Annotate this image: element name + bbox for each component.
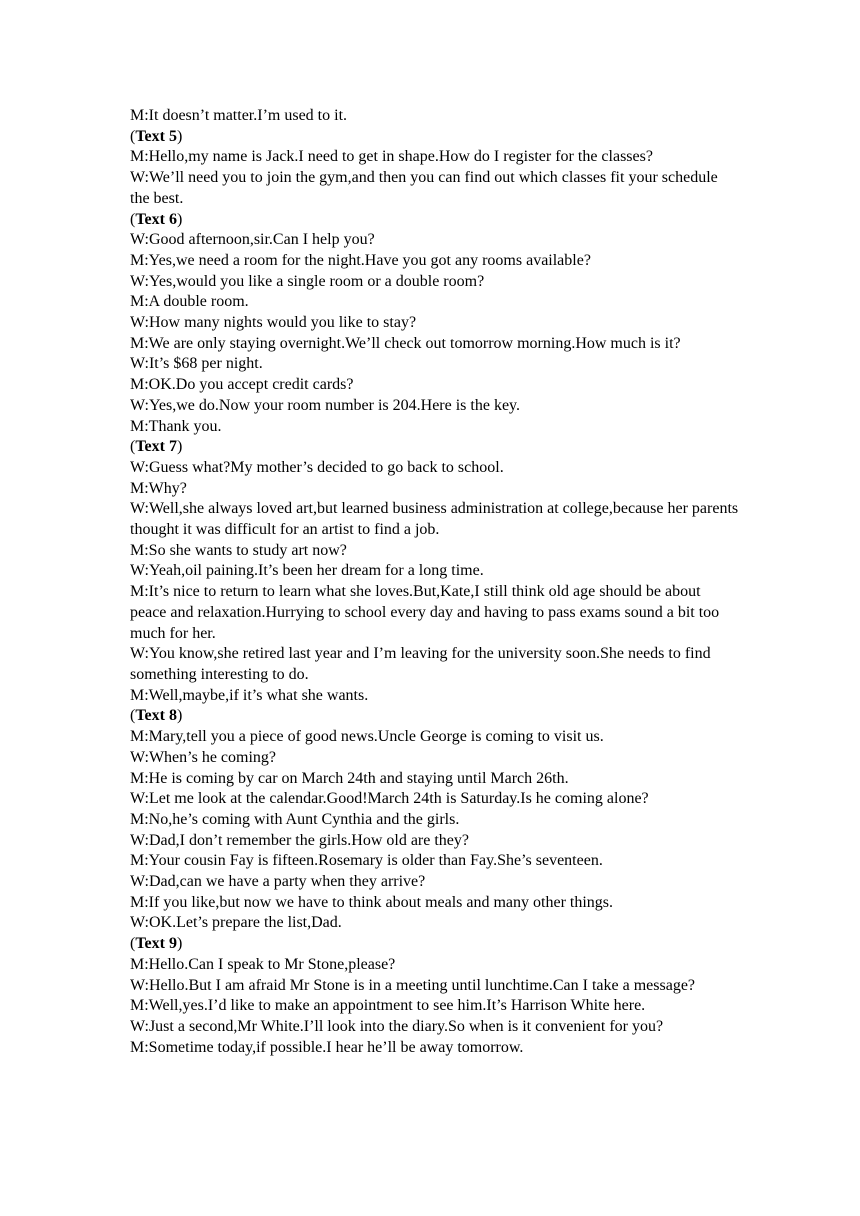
dialogue-line: W:Just a second,Mr White.I’ll look into the diary.So when is it convenient for you? [130, 1017, 664, 1035]
dialogue-line: W:How many nights would you like to stay? [130, 314, 417, 332]
dialogue-line: W:Hello.But I am afraid Mr Stone is in a meeting until lunchtime.Can I take a message? [130, 976, 696, 994]
dialogue-line: M:If you like,but now we have to think about meals and many other things. [130, 893, 614, 911]
dialogue-line: M:Well,maybe,if it’s what she wants. [130, 686, 369, 704]
dialogue-line: M:Yes,we need a room for the night.Have you got any rooms available? [130, 251, 591, 269]
dialogue-line: W:Well,she always loved art,but learned business administration at college,because her parents thought it was difficult for an artist to find a job. [130, 500, 739, 539]
dialogue-line: M:Well,yes.I’d like to make an appointment to see him.It’s Harrison White here. [130, 997, 646, 1015]
dialogue-line: W:You know,she retired last year and I’m leaving for the university soon.She needs to find something interesting to do. [130, 645, 711, 683]
dialogue-line: W:Yeah,oil paining.It’s been her dream for a long time. [130, 562, 484, 580]
dialogue-line: M:Hello.Can I speak to Mr Stone,please? [130, 955, 396, 973]
section-heading-label: Text 5 [135, 127, 177, 145]
dialogue-line: M:Thank you. [130, 417, 222, 435]
dialogue-line: M:Why? [130, 479, 187, 497]
dialogue-line: M:Hello,my name is Jack.I need to get in shape.How do I register for the classes? [130, 148, 653, 166]
dialogue-line: M:Sometime today,if possible.I hear he’ll be away tomorrow. [130, 1038, 524, 1056]
dialogue-line: W:Good afternoon,sir.Can I help you? [130, 231, 375, 249]
dialogue-line: W:We’ll need you to join the gym,and then you can find out which classes fit your schedule the best. [130, 169, 718, 207]
section-heading: (Text 5) [130, 127, 183, 145]
dialogue-line: W:Let me look at the calendar.Good!March 24th is Saturday.Is he coming alone? [130, 790, 649, 808]
section-heading: (Text 9) [130, 935, 183, 953]
dialogue-line: M:It’s nice to return to learn what she loves.But,Kate,I still think old age should be about peace and relaxation.Hurrying to school every day and having to pass exams sound a bit too much for her. [130, 583, 720, 642]
dialogue-line: W:Yes,we do.Now your room number is 204.Here is the key. [130, 396, 521, 414]
dialogue-line: W:Guess what?My mother’s decided to go back to school. [130, 458, 504, 476]
dialogue-line: M:OK.Do you accept credit cards? [130, 376, 354, 394]
dialogue-line: M:He is coming by car on March 24th and staying until March 26th. [130, 769, 569, 787]
dialogue-line: M:It doesn’t matter.I’m used to it. [130, 107, 348, 124]
section-heading-label: Text 7 [135, 438, 177, 456]
dialogue-line: W:OK.Let’s prepare the list,Dad. [130, 914, 342, 932]
section-heading: (Text 8) [130, 707, 183, 725]
dialogue-line: W:Dad,can we have a party when they arrive? [130, 873, 426, 891]
dialogue-line: M:Mary,tell you a piece of good news.Uncle George is coming to visit us. [130, 728, 604, 746]
dialogue-line: M:So she wants to study art now? [130, 541, 347, 559]
section-heading: (Text 6) [130, 210, 183, 228]
dialogue-line: M:We are only staying overnight.We’ll check out tomorrow morning.How much is it? [130, 334, 681, 352]
dialogue-line: W:It’s $68 per night. [130, 355, 263, 373]
section-heading: (Text 7) [130, 438, 183, 456]
dialogue-line: M:No,he’s coming with Aunt Cynthia and the girls. [130, 810, 460, 828]
dialogue-line: W:When’s he coming? [130, 748, 277, 766]
dialogue-line: M:Your cousin Fay is fifteen.Rosemary is older than Fay.She’s seventeen. [130, 852, 603, 870]
dialogue-line: W:Yes,would you like a single room or a double room? [130, 272, 485, 290]
section-heading-label: Text 9 [135, 935, 177, 953]
dialogue-line: M:A double room. [130, 293, 249, 311]
section-heading-label: Text 8 [135, 707, 177, 725]
section-heading-label: Text 6 [135, 210, 177, 228]
dialogue-line: W:Dad,I don’t remember the girls.How old are they? [130, 831, 469, 849]
